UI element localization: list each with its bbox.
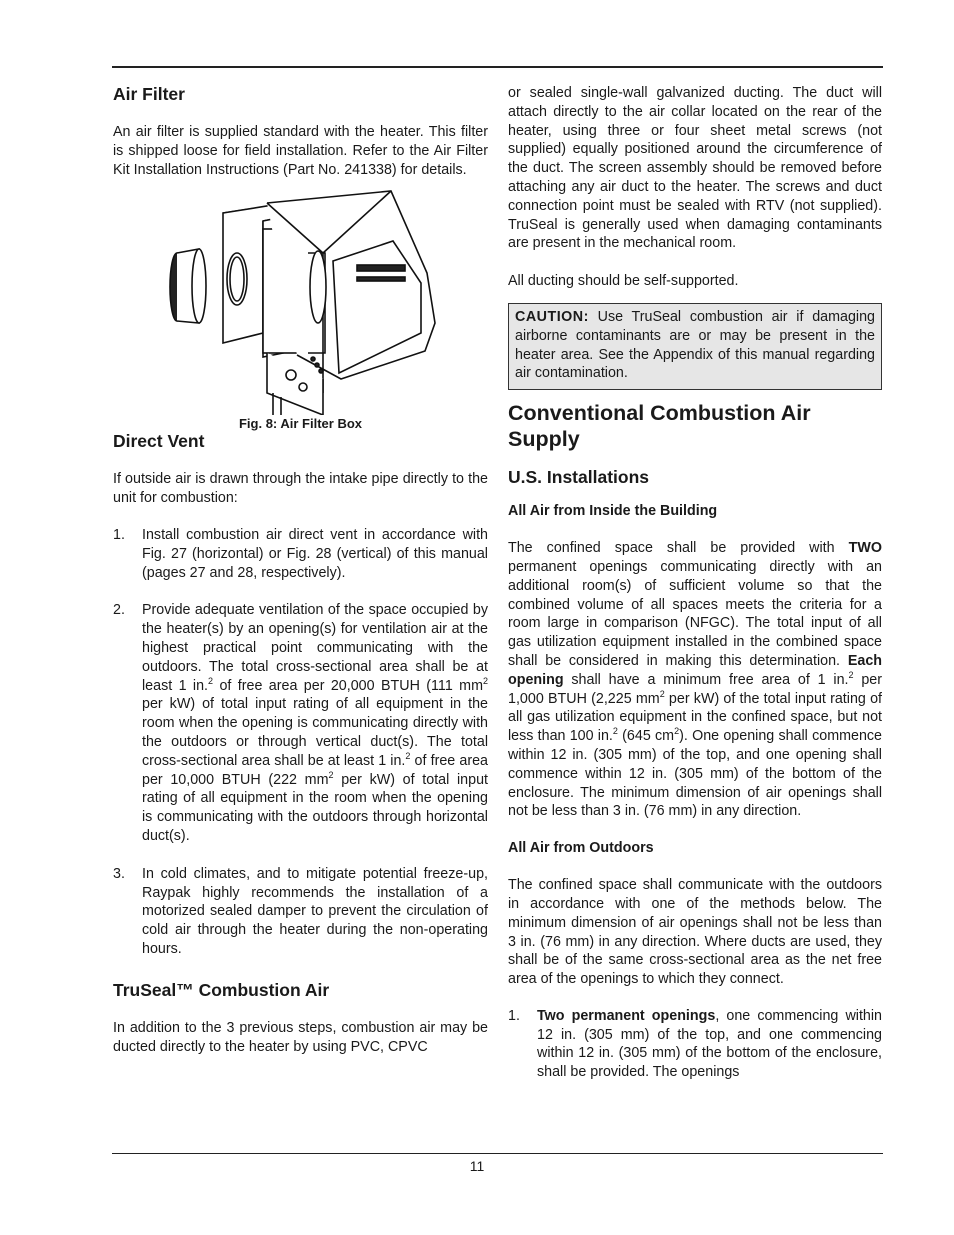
us-installations-heading: U.S. Installations (508, 467, 649, 488)
inside-building-heading: All Air from Inside the Building (508, 503, 718, 520)
outdoors-heading: All Air from Outdoors (508, 840, 654, 857)
list-item: 2. Provide adequate ventilation of the space occupied by the heater(s) by an opening(s) for ventilation air at the highest practical point communicating with the outdoors. The total cross-sectional area shall be at least 1 in.$^2$ of free area per 20,000 BTUH (111 $mm^2$ per kW) of total input rating of all equipment in the room when the opening is communicating directly with the outdoors or through vertical duct(s). The total cross-sectional area shall be at least 1 in.$^2$ of free area per 10,000 BTUH (222 $mm^2$ per kW) of total input rating of all equipment in the room when the opening is communicating with the outdoors through horizontal duct(s). (113, 602, 489, 844)
direct-vent-intro: If outside air is drawn through the intake pipe directly to the unit for combustion: (113, 471, 488, 507)
direct-vent-heading: Direct Vent (113, 431, 205, 452)
bottom-rule (112, 1153, 883, 1154)
ducting-paragraph: or sealed single-wall galvanized ducting. The duct will attach directly to the air collar located on the rear of the heater, using three or four sheet metal screws (not supplied) equally positioned around the circumference of the duct. The screen assembly should be removed before attaching any air duct to the heater. The screws and duct connection point must be sealed with RTV (not supplied). TruSeal is generally used when damaging contaminants are present in the mechanical room. (508, 85, 882, 252)
truseal-heading: TruSeal™ Combustion Air (113, 979, 330, 1000)
inside-building-paragraph: The confined space shall be provided with TWO permanent openings communicating directly with an additional room(s) of sufficient volume so that the combined volume of all spaces meets the criteria for a room large in comparison (NFGC). The total input of all gas utilization equipment installed in the combined space shall be considered in making this determination. Each opening shall have a minimum free area of 1 in.$^2$ per 1,000 BTUH (2,225 $mm^2$ per kW) of the total input rating of all gas utilization equipment in the confined space, but not less than 100 in.$^2$ (645 $cm^2$). One opening shall commence within 12 in. (305 mm) of the top, and one opening shall commence within 12 in. (305 mm) of the bottom of the enclosure. The minimum dimension of air openings shall not be less than 3 in. (76 mm) in any direction. (508, 540, 883, 820)
air-filter-figure (113, 179, 488, 435)
conventional-air-heading: Conventional Combustion Air Supply (508, 401, 811, 452)
air-filter-paragraph: An air filter is supplied standard with the heater. This filter is shipped loose for field installation. Refer to the Air Filter Kit Installation Instructions (Part No. 241338) for details. (113, 124, 488, 178)
air-filter-heading: Air Filter (113, 84, 185, 104)
caution-box (508, 303, 882, 390)
self-supported-text: All ducting should be self-supported. (508, 273, 739, 290)
caution-text: Use TruSeal combustion air if damaging airborne contaminants are or may be present in the heater area. See the Appendix of this manual regarding air contamination. (515, 308, 875, 382)
direct-vent-list (113, 526, 488, 959)
caution-label: CAUTION: (515, 308, 589, 325)
outdoors-list (508, 1007, 882, 1082)
figure-caption: Fig. 8: Air Filter Box (238, 416, 363, 432)
air-filter-box-illustration (163, 183, 443, 415)
truseal-paragraph: In addition to the 3 previous steps, combustion air may be ducted directly to the heater by using PVC, CPVC (113, 1019, 488, 1055)
right-column (508, 84, 882, 1082)
list-item: 3. In cold climates, and to mitigate potential freeze-up, Raypak highly recommends the installation of a motorized sealed damper to prevent the circulation of cold air through the heater during the non-operating hours. (113, 865, 488, 957)
list-item: 1. Two permanent openings, one commencing within 12 in. (305 mm) of the top, and one commencing within 12 in. (305 mm) of the bottom of the enclosure, shall be provided. The openings (508, 1007, 882, 1081)
top-rule (112, 66, 883, 68)
outdoors-paragraph: The confined space shall communicate with the outdoors in accordance with one of the methods below. The minimum dimension of air openings shall not be less than 3 in. (76 mm) in any direction. Where ducts are used, they shall be of the same cross-sectional area as the net free area of the openings to which they connect. (508, 877, 882, 988)
page-number: 11 (469, 1158, 485, 1174)
left-column (113, 80, 488, 1056)
list-item: 1. Install combustion air direct vent in accordance with Fig. 27 (horizontal) or Fig. 28 (vertical) of this manual (pages 27 and 28, respectively). (113, 526, 488, 581)
